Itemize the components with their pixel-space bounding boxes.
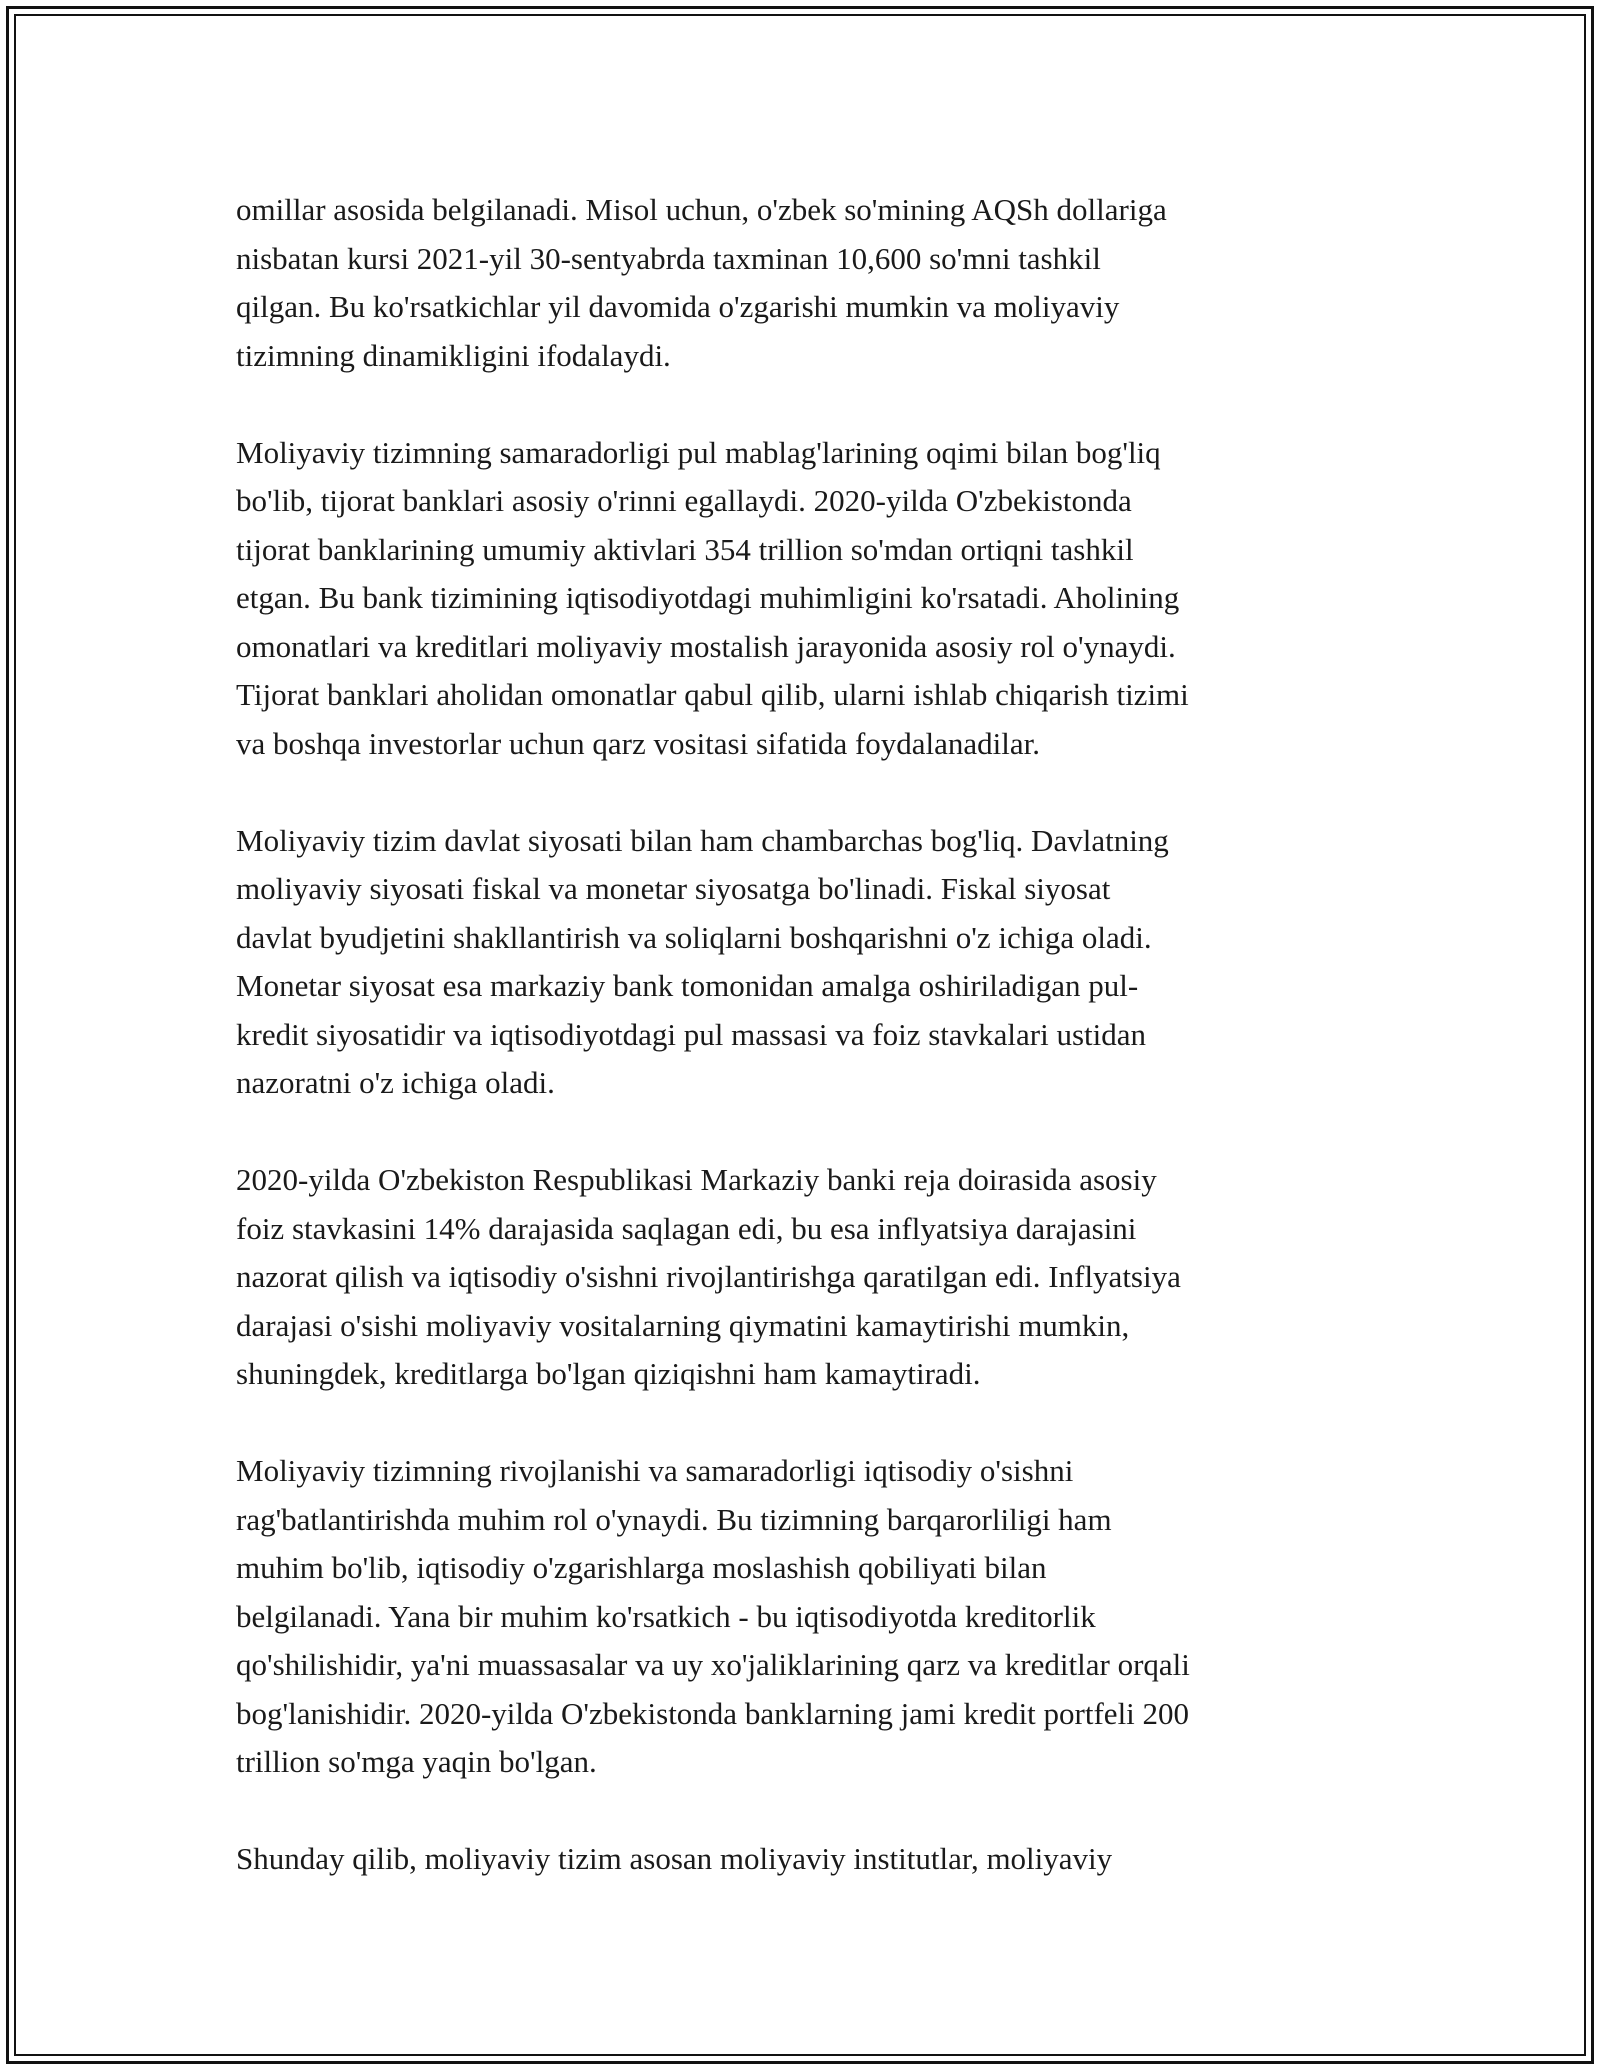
text-line: Moliyaviy tizimning rivojlanishi va samaradorligi iqtisodiy o'sishni: [236, 1453, 1074, 1488]
text-line: moliyaviy siyosati fiskal va monetar siyosatga bo'linadi. Fiskal siyosat: [236, 871, 1111, 906]
text-line: nisbatan kursi 2021-yil 30-sentyabrda taxminan 10,600 so'mni tashkil: [236, 240, 1101, 276]
paragraph-4: [236, 1156, 1386, 1399]
text-line: rag'batlantirishda muhim rol o'ynaydi. Bu tizimning barqarorliligi ham: [236, 1501, 1112, 1537]
text-line: 2020-yilda O'zbekiston Respublikasi Markaziy banki reja doirasida asosiy: [236, 1162, 1157, 1197]
text-line: tijorat banklarining umumiy aktivlari 354 trillion so'mdan ortiqni tashkil: [236, 531, 1134, 567]
text-line: Tijorat banklari aholidan omonatlar qabul qilib, ularni ishlab chiqarish tizimi: [236, 677, 1189, 712]
text-line: kredit siyosatidir va iqtisodiyotdagi pul massasi va foiz stavkalari ustidan: [236, 1016, 1147, 1052]
text-line: tizimning dinamikligini ifodalaydi.: [236, 337, 671, 373]
text-line: Monetar siyosat esa markaziy bank tomonidan amalga oshiriladigan pul-: [236, 968, 1139, 1003]
text-line: Shunday qilib, moliyaviy tizim asosan moliyaviy institutlar, moliyaviy: [236, 1841, 1113, 1876]
text-line: qilgan. Bu ko'rsatkichlar yil davomida o'zgarishi mumkin va moliyaviy: [236, 289, 1120, 324]
text-line: nazorat qilish va iqtisodiy o'sishni rivojlantirishga qaratilgan edi. Inflyatsiya: [236, 1259, 1181, 1294]
text-line: belgilanadi. Yana bir muhim ko'rsatkich - bu iqtisodiyotda kreditorlik: [236, 1598, 1096, 1634]
text-line: Moliyaviy tizim davlat siyosati bilan ham chambarchas bog'liq. Davlatning: [236, 822, 1169, 858]
paragraph-3: [236, 817, 1386, 1108]
text-line: nazoratni o'z ichiga oladi.: [236, 1065, 555, 1100]
paragraph-2: [236, 429, 1386, 769]
text-line: Moliyaviy tizimning samaradorligi pul mablag'larining oqimi bilan bog'liq: [236, 434, 1161, 470]
paragraph-5: [236, 1447, 1386, 1787]
paragraph-1: [236, 186, 1386, 380]
text-line: bog'lanishidir. 2020-yilda O'zbekistonda banklarning jami kredit portfeli 200: [236, 1695, 1190, 1731]
text-line: qo'shilishidir, ya'ni muassasalar va uy xo'jaliklarining qarz va kreditlar orqali: [236, 1647, 1190, 1682]
text-line: va boshqa investorlar uchun qarz vositasi sifatida foydalanadilar.: [236, 725, 1041, 761]
text-line: omonatlari va kreditlari moliyaviy mostalish jarayonida asosiy rol o'ynaydi.: [236, 628, 1176, 664]
text-line: bo'lib, tijorat banklari asosiy o'rinni egallaydi. 2020-yilda O'zbekistonda: [236, 483, 1132, 518]
text-line: trillion so'mga yaqin bo'lgan.: [236, 1744, 597, 1779]
text-line: omillar asosida belgilanadi. Misol uchun, o'zbek so'mining AQSh dollariga: [236, 192, 1167, 227]
text-line: darajasi o'sishi moliyaviy vositalarning qiymatini kamaytirishi mumkin,: [236, 1307, 1130, 1343]
text-line: etgan. Bu bank tizimining iqtisodiyotdagi muhimligini ko'rsatadi. Aholining: [236, 580, 1180, 615]
text-line: foiz stavkasini 14% darajasida saqlagan edi, bu esa inflyatsiya darajasini: [236, 1210, 1137, 1246]
paragraph-6: [236, 1835, 1386, 1884]
text-line: shuningdek, kreditlarga bo'lgan qiziqishni ham kamaytiradi.: [236, 1356, 981, 1391]
text-line: muhim bo'lib, iqtisodiy o'zgarishlarga moslashish qobiliyati bilan: [236, 1550, 1047, 1585]
document-body: [236, 186, 1386, 1932]
text-line: davlat byudjetini shakllantirish va soliqlarni boshqarishni o'z ichiga oladi.: [236, 919, 1152, 955]
